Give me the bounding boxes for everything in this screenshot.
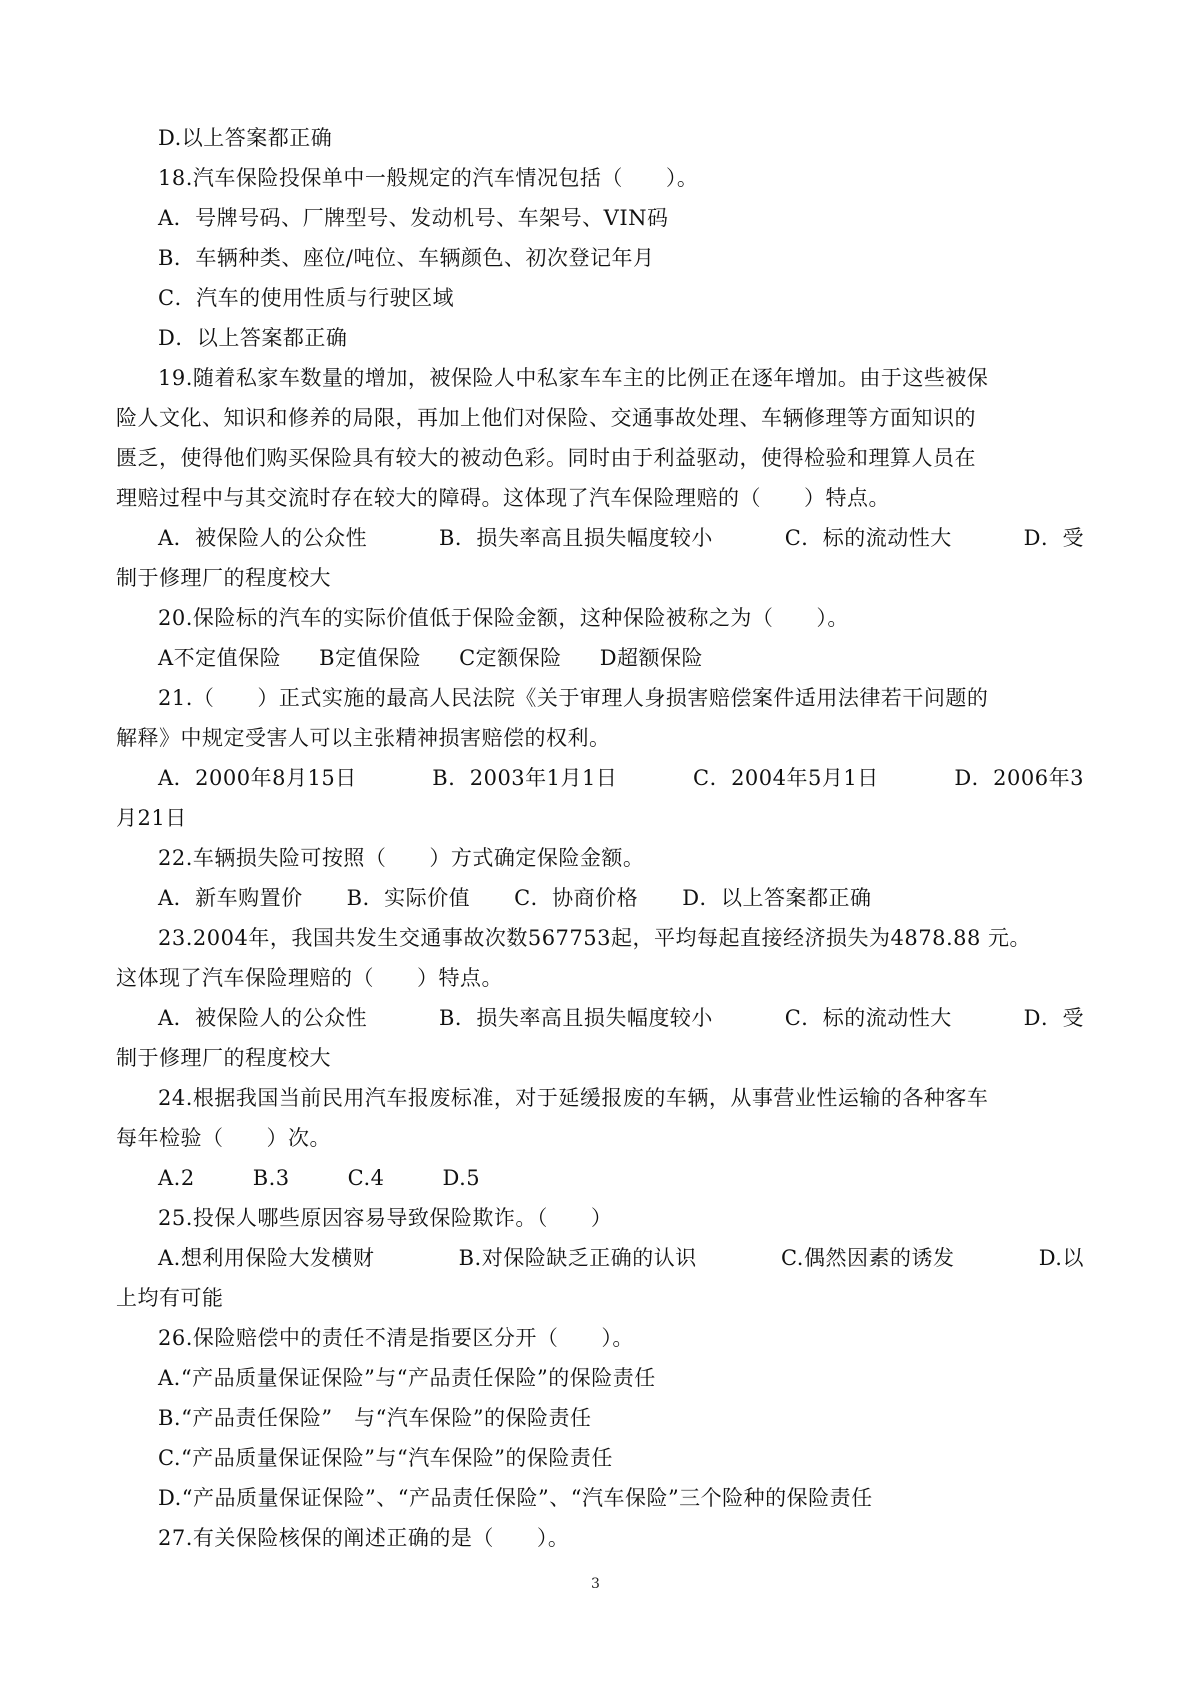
option-d: D．受 [1023,1006,1084,1030]
option-a: A不定值保险 [158,646,282,670]
question-21-continued: 解释》中规定受害人可以主张精神损害赔偿的权利。 [116,726,611,750]
options-row [116,518,1086,558]
option-d: D.5 [442,1166,481,1190]
option-line: C．汽车的使用性质与行驶区域 [158,286,455,310]
option-d: D.以 [1038,1246,1084,1270]
question-25: 25.投保人哪些原因容易导致保险欺诈。（ ） [158,1206,613,1230]
question-21: 21.（ ）正式实施的最高人民法院《关于审理人身损害赔偿案件适用法律若干问题的 [158,686,989,710]
question-19-continued: 理赔过程中与其交流时存在较大的障碍。这体现了汽车保险理赔的（ ）特点。 [116,486,890,510]
option-a: A．被保险人的公众性 [158,526,368,550]
question-27: 27.有关保险核保的阐述正确的是（ ）。 [158,1526,570,1550]
question-26: 26.保险赔偿中的责任不清是指要区分开（ ）。 [158,1326,634,1350]
question-23-continued: 这体现了汽车保险理赔的（ ）特点。 [116,966,503,990]
option-c: C．协商价格 [514,886,639,910]
option-a: A.想利用保险大发横财 [158,1246,375,1270]
option-c: C.4 [347,1166,385,1190]
options-row [116,878,1086,918]
option-a: A．2000年8月15日 [158,766,357,790]
question-20: 20.保险标的汽车的实际价值低于保险金额，这种保险被称之为（ ）。 [158,606,849,630]
question-19-continued: 匮乏，使得他们购买保险具有较大的被动色彩。同时由于利益驱动，使得检验和理算人员在 [116,446,976,470]
page-number: 3 [591,1576,600,1592]
option-c: C．标的流动性大 [784,1006,952,1030]
option-c: C.偶然因素的诱发 [780,1246,955,1270]
option-c: C．2004年5月1日 [693,766,879,790]
option-a: A．新车购置价 [158,886,303,910]
options-row [116,638,1086,678]
option-d-continued: 上均有可能 [116,1286,224,1310]
option-b: B．2003年1月1日 [432,766,618,790]
question-18: 18.汽车保险投保单中一般规定的汽车情况包括（ ）。 [158,166,699,190]
option-c: C定额保险 [459,646,562,670]
options-row [116,1158,1086,1198]
option-b: B定值保险 [319,646,422,670]
option-line: D.“产品质量保证保险”、“产品责任保险”、“汽车保险”三个险种的保险责任 [158,1486,873,1510]
option-a: A．被保险人的公众性 [158,1006,368,1030]
options-row [116,998,1086,1038]
option-d: D．以上答案都正确 [682,886,872,910]
option-b: B．损失率高且损失幅度较小 [438,1006,713,1030]
option-a: A.2 [158,1166,195,1190]
option-d: D．受 [1023,526,1084,550]
option-d-continued: 制于修理厂的程度校大 [116,566,331,590]
question-list [116,118,1086,1558]
option-line: D.以上答案都正确 [158,126,333,150]
question-23: 23.2004年，我国共发生交通事故次数567753起，平均每起直接经济损失为4878.88 元。 [158,926,1032,950]
option-d: D．2006年3 [954,766,1084,790]
options-row [116,1238,1086,1278]
question-24: 24.根据我国当前民用汽车报废标准，对于延缓报废的车辆，从事营业性运输的各种客车 [158,1086,989,1110]
option-b: B．实际价值 [346,886,471,910]
option-d: D超额保险 [599,646,704,670]
option-b: B．损失率高且损失幅度较小 [438,526,713,550]
options-row [116,758,1086,798]
question-19-continued: 险人文化、知识和修养的局限，再加上他们对保险、交通事故处理、车辆修理等方面知识的 [116,406,976,430]
question-19: 19.随着私家车数量的增加，被保险人中私家车车主的比例正在逐年增加。由于这些被保 [158,366,989,390]
question-24-continued: 每年检验（ ）次。 [116,1126,331,1150]
question-22: 22.车辆损失险可按照（ ）方式确定保险金额。 [158,846,645,870]
option-d-continued: 制于修理厂的程度校大 [116,1046,331,1070]
option-line: A．号牌号码、厂牌型号、发动机号、车架号、VIN码 [158,206,669,230]
option-line: A.“产品质量保证保险”与“产品责任保险”的保险责任 [158,1366,656,1390]
option-line: B.“产品责任保险” 与“汽车保险”的保险责任 [158,1406,592,1430]
option-line: D．以上答案都正确 [158,326,348,350]
option-line: C.“产品质量保证保险”与“汽车保险”的保险责任 [158,1446,613,1470]
option-b: B.对保险缺乏正确的认识 [458,1246,697,1270]
option-c: C．标的流动性大 [784,526,952,550]
option-line: B．车辆种类、座位/吨位、车辆颜色、初次登记年月 [158,246,655,270]
option-b: B.3 [252,1166,290,1190]
option-d-continued: 月21日 [116,806,187,830]
